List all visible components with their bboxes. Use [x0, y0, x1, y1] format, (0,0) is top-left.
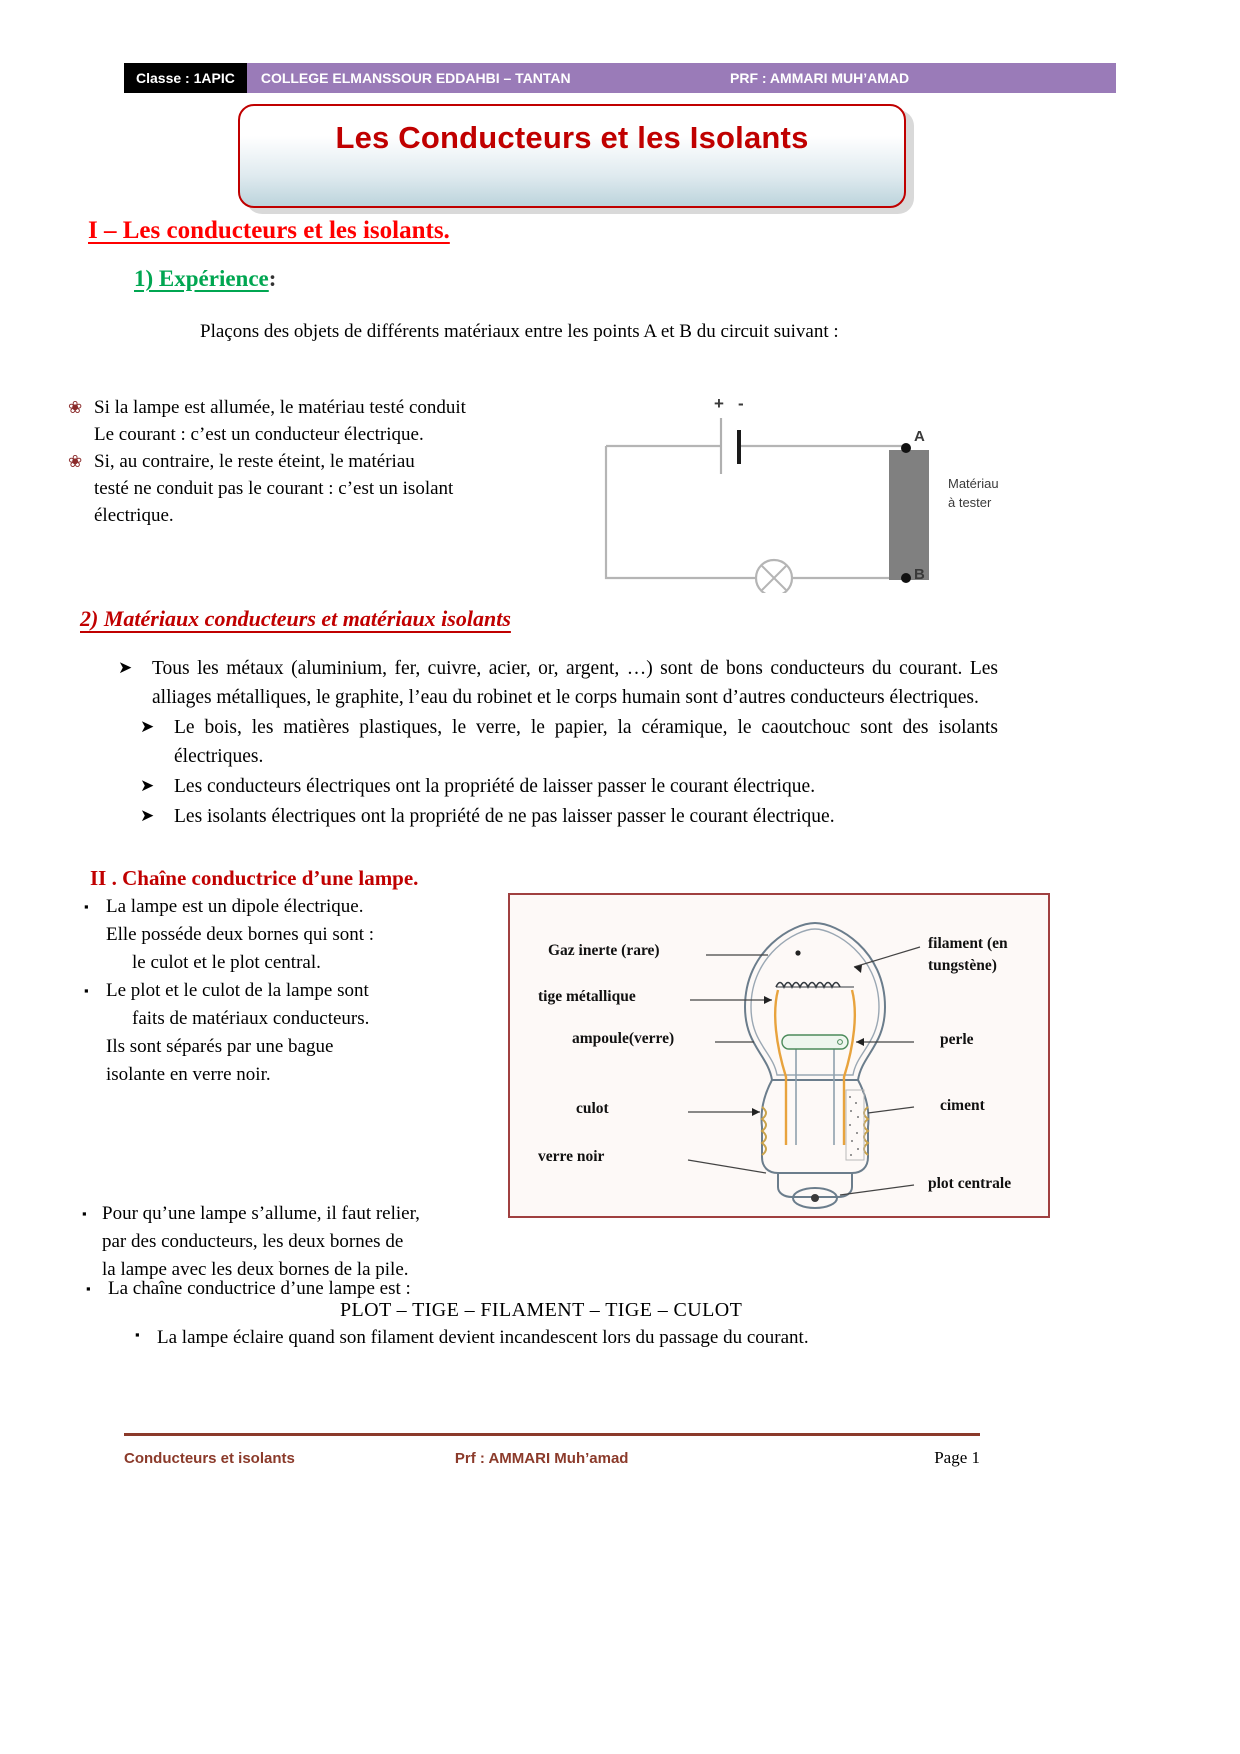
observation-2-line-1: Si, au contraire, le reste éteint, le matériau: [94, 451, 415, 472]
lamp-bullet-1-line-1: La lampe est un dipole électrique.: [106, 896, 364, 917]
lamp-anatomy-figure: [508, 893, 1050, 1218]
list-item: [118, 772, 998, 801]
observation-1-line-1: Si la lampe est allumée, le matériau testé conduit: [94, 397, 466, 418]
label-filament-line-2: tungstène): [928, 957, 997, 974]
list-item: [118, 654, 998, 712]
square-bullet-icon: ▪: [84, 983, 89, 998]
label-perle: perle: [940, 1031, 974, 1048]
flower-bullet-icon: ❀: [68, 452, 83, 471]
lamp-bullet-1-line-2: Elle posséde deux bornes qui sont :: [106, 924, 375, 945]
material-item-2: Le bois, les matières plastiques, le verre, le papier, la céramique, le caoutchouc sont des isolants électriques.: [174, 717, 998, 767]
section-2-title: Chaîne conductrice d’une lampe.: [122, 866, 419, 890]
subsection-1-label: 1) Expérience: [134, 266, 269, 291]
square-bullet-icon: ▪: [82, 1206, 87, 1221]
list-item: [118, 802, 998, 831]
subsection-1-heading: [134, 266, 276, 292]
material-item-4: Les isolants électriques ont la propriété de ne pas laisser passer le courant électrique.: [174, 806, 835, 827]
lamp-connection-list: [80, 1200, 500, 1284]
observation-2-line-2: testé ne conduit pas le courant : c’est un isolant: [94, 478, 454, 499]
lamp-bullet-1-line-3: le culot et le plot central.: [132, 952, 321, 973]
material-label-line-2: à tester: [948, 495, 992, 510]
circuit-diagram: [596, 378, 1036, 593]
materials-list: [118, 654, 998, 832]
professor-name: PRF : AMMARI MUH’AMAD: [730, 70, 910, 86]
chain-intro-text: La chaîne conductrice d’une lampe est :: [108, 1278, 411, 1299]
square-bullet-icon: ▪: [86, 1281, 91, 1296]
label-tige-metallique: tige métallique: [538, 988, 636, 1005]
material-label-line-1: Matériau: [948, 476, 999, 491]
subsection-1-colon: :: [268, 266, 277, 291]
section-2-number: II .: [90, 866, 117, 890]
footer-subject: Conducteurs et isolants: [124, 1449, 295, 1467]
label-ciment: ciment: [940, 1097, 985, 1114]
lamp-bullet-2-line-1: Le plot et le culot de la lampe sont: [106, 980, 369, 1001]
label-plot-centrale: plot centrale: [928, 1175, 1012, 1192]
footer-page-number: Page 1: [934, 1448, 980, 1467]
circuit-node-a-label: A: [914, 428, 925, 445]
observation-2-line-3: électrique.: [94, 505, 174, 526]
square-bullet-icon: ▪: [84, 899, 89, 914]
final-note-row: [135, 1327, 1015, 1349]
list-item: [80, 893, 480, 921]
observation-1-line-2: Le courant : c’est un conducteur électrique.: [94, 424, 424, 445]
lamp-bullet-2-line-4: isolante en verre noir.: [106, 1064, 271, 1085]
circuit-node-b-label: B: [914, 566, 925, 583]
square-bullet-icon: ▪: [135, 1327, 140, 1342]
label-filament-line-1: filament (en: [928, 935, 1008, 952]
label-gaz-inerte: Gaz inerte (rare): [548, 942, 660, 959]
lesson-title-box: [238, 104, 906, 208]
conductive-chain-value: PLOT – TIGE – FILAMENT – TIGE – CULOT: [340, 1299, 743, 1321]
page-footer: [124, 1448, 980, 1468]
list-item: [80, 977, 480, 1005]
battery-positive-label: +: [714, 394, 724, 413]
subsection-2-heading: 2) Matériaux conducteurs et matériaux isolants: [80, 606, 511, 631]
arrow-bullet-icon: ➤: [118, 658, 133, 677]
arrow-bullet-icon: ➤: [140, 806, 155, 825]
label-ampoule-verre: ampoule(verre): [572, 1030, 675, 1047]
page-header-bar: [124, 63, 1116, 93]
label-culot: culot: [576, 1100, 609, 1117]
flower-bullet-icon: ❀: [68, 398, 83, 417]
school-name: COLLEGE ELMANSSOUR EDDAHBI – TANTAN: [260, 70, 571, 86]
material-item-1: Tous les métaux (aluminium, fer, cuivre, acier, or, argent, …) sont de bons conducteurs du courant. Les alliages métalliques, le graphite, l’eau du robinet et le corps humain sont d’autres conducteurs électriques.: [152, 658, 998, 708]
experiment-intro-text: Plaçons des objets de différents matériaux entre les points A et B du circuit suivant :: [200, 321, 839, 342]
lamp-bullet-2-line-3: Ils sont séparés par une bague: [106, 1036, 334, 1057]
lamp-bullet-2-line-2: faits de matériaux conducteurs.: [132, 1008, 370, 1029]
page-title: Les Conducteurs et les Isolants: [335, 120, 809, 155]
class-badge: Classe : 1APIC: [124, 63, 247, 93]
observation-list: [68, 394, 568, 529]
list-item: [80, 1200, 500, 1228]
material-item-3: Les conducteurs électriques ont la propriété de laisser passer le courant électrique.: [174, 776, 816, 797]
list-item: [118, 713, 998, 771]
footer-divider: [124, 1433, 980, 1436]
section-1-heading: I – Les conducteurs et les isolants.: [88, 217, 450, 244]
connection-line-1: Pour qu’une lampe s’allume, il faut relier,: [102, 1203, 420, 1224]
list-item: [68, 448, 568, 475]
footer-professor: Prf : AMMARI Muh’amad: [454, 1449, 629, 1467]
section-2-heading: [90, 866, 418, 891]
connection-line-3: la lampe avec les deux bornes de la pile.: [102, 1259, 409, 1280]
final-note-text: La lampe éclaire quand son filament devient incandescent lors du passage du courant.: [157, 1327, 809, 1348]
arrow-bullet-icon: ➤: [140, 717, 155, 736]
connection-line-2: par des conducteurs, les deux bornes de: [102, 1231, 404, 1252]
arrow-bullet-icon: ➤: [140, 776, 155, 795]
label-verre-noir: verre noir: [538, 1148, 605, 1165]
lamp-description-list: [80, 893, 480, 1089]
list-item: [68, 394, 568, 421]
battery-negative-label: -: [738, 394, 744, 413]
